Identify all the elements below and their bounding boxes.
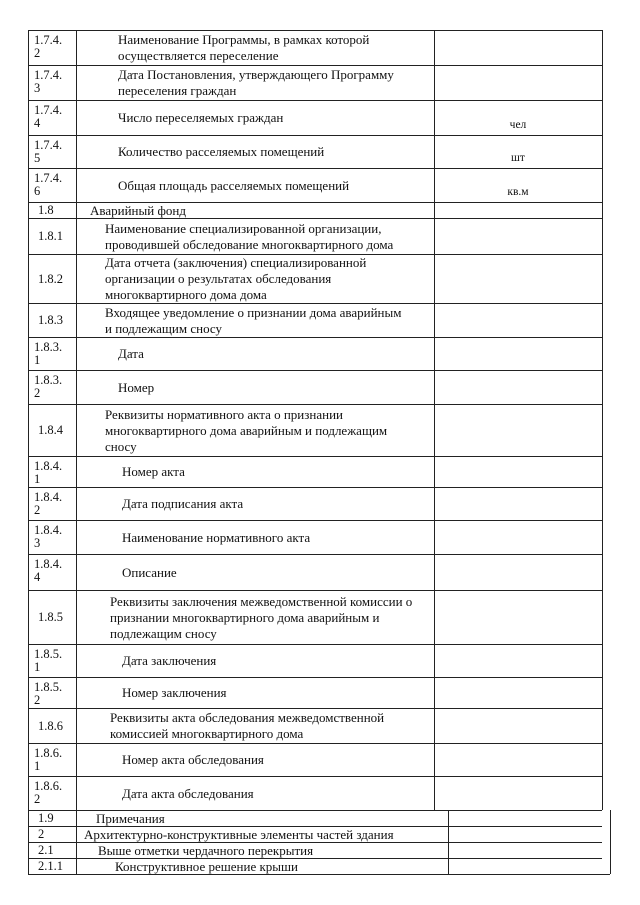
- row-value: [434, 203, 602, 218]
- row-label: Реквизиты заключения межведомственной комиссии о признании многоквартирного дома аварийным и подлежащим сносу: [110, 593, 413, 641]
- row-label: Реквизиты акта обследования межведомственной комиссией многоквартирного дома: [110, 710, 385, 741]
- row-label: Конструктивное решение крыши: [115, 859, 298, 874]
- row-number: 1.8.5. 1: [34, 647, 63, 674]
- row-value: [434, 811, 602, 826]
- row-number: 1.8.6. 1: [34, 746, 63, 773]
- row-number: 2: [38, 827, 45, 841]
- row-value: [434, 678, 602, 708]
- row-label: Число переселяемых граждан: [118, 110, 284, 125]
- row-number: 1.8.4. 1: [34, 459, 63, 486]
- table-right-border-lower: [610, 810, 611, 874]
- table-row: [28, 254, 602, 303]
- row-number: 1.8: [38, 203, 54, 217]
- row-value: [434, 859, 602, 874]
- row-number: 1.8.6. 2: [34, 779, 63, 806]
- row-value: [434, 709, 602, 743]
- row-value: [434, 304, 602, 337]
- number-column-divider: [76, 30, 77, 874]
- table-row: [28, 337, 602, 370]
- table-row: [28, 826, 602, 842]
- row-number: 1.7.4. 6: [34, 171, 63, 198]
- row-number: 1.8.5. 2: [34, 680, 63, 707]
- row-number: 1.7.4. 2: [34, 33, 63, 60]
- row-label: Дата акта обследования: [122, 785, 254, 801]
- table-row: [28, 842, 602, 858]
- table-row: [28, 743, 602, 776]
- row-label: Аварийный фонд: [90, 203, 186, 218]
- row-number: 1.8.4. 2: [34, 490, 63, 517]
- row-value: [434, 591, 602, 644]
- table-row: [28, 456, 602, 487]
- row-label: Наименование нормативного акта: [122, 529, 311, 545]
- row-number: 1.8.5: [38, 610, 63, 624]
- row-label: Наименование Программы, в рамках которой осуществляется переселение: [118, 32, 370, 63]
- row-value: [434, 555, 602, 590]
- row-number: 1.7.4. 5: [34, 138, 63, 165]
- row-number: 1.8.6: [38, 718, 63, 733]
- table-row: [28, 303, 602, 337]
- table-right-border: [602, 30, 603, 810]
- row-number: 1.8.4. 4: [34, 557, 63, 584]
- row-number: 1.8.3: [38, 313, 63, 327]
- row-value: [434, 405, 602, 456]
- table-row: [28, 202, 602, 218]
- table-bottom-border: [28, 874, 610, 875]
- row-label: Дата заключения: [122, 653, 217, 668]
- row-number: 1.8.3. 2: [34, 373, 63, 400]
- row-label: Номер: [118, 379, 155, 395]
- row-number: 1.8.4. 3: [34, 523, 63, 550]
- table-row: [28, 776, 602, 810]
- table-row: [28, 218, 602, 254]
- table-row: [28, 858, 602, 874]
- row-number: 1.7.4. 4: [34, 103, 63, 130]
- row-label: Дата подписания акта: [122, 496, 244, 511]
- table-row: [28, 135, 602, 168]
- row-number: 1.8.1: [38, 229, 63, 243]
- table-row: [28, 404, 602, 456]
- row-label: Наименование специализированной организации, проводившей обследование многоквартирного дома: [105, 220, 394, 252]
- row-number: 1.9: [38, 811, 54, 825]
- row-value: [434, 255, 602, 303]
- row-number: 1.8.3. 1: [34, 340, 63, 367]
- row-value: [434, 31, 602, 65]
- table-row: [28, 810, 602, 826]
- table-row: [28, 168, 602, 202]
- row-label: Дата Постановления, утверждающего Программу переселения граждан: [118, 67, 394, 98]
- row-value: [434, 827, 602, 842]
- row-value: [434, 338, 602, 370]
- row-label: Номер заключения: [122, 685, 227, 700]
- value-column-divider: [434, 30, 435, 810]
- row-label: Входящее уведомление о признании дома аварийным и подлежащим сносу: [105, 304, 402, 336]
- row-label: Общая площадь расселяемых помещений: [118, 177, 350, 193]
- row-value: [434, 521, 602, 554]
- table-row: [28, 30, 602, 65]
- table-row: [28, 487, 602, 520]
- row-value: чел: [509, 119, 527, 131]
- row-label: Дата: [118, 346, 144, 361]
- row-label: Описание: [122, 564, 177, 580]
- row-label: Реквизиты нормативного акта о признании многоквартирного дома аварийным и подлежащим сносу: [105, 406, 388, 454]
- row-value: [434, 457, 602, 487]
- table-row: [28, 370, 602, 404]
- row-value: [434, 371, 602, 404]
- row-number: 1.7.4. 3: [34, 68, 63, 95]
- table-row: [28, 677, 602, 708]
- table-row: [28, 554, 602, 590]
- row-number: 2.1: [38, 843, 54, 857]
- value-column-divider-lower: [448, 810, 449, 874]
- row-value: [434, 488, 602, 520]
- row-label: Примечания: [96, 811, 165, 826]
- table-left-border: [28, 30, 29, 874]
- row-value: [434, 219, 602, 254]
- row-label: Номер акта: [122, 464, 185, 479]
- table-row: [28, 65, 602, 100]
- row-label: Дата отчета (заключения) специализированной организации о результатах обследования многоквартирного дома дома: [105, 255, 367, 302]
- table-row: [28, 590, 602, 644]
- table-row: [28, 520, 602, 554]
- table-row: [28, 708, 602, 743]
- row-label: Количество расселяемых помещений: [118, 144, 325, 159]
- row-value: шт: [511, 152, 525, 164]
- row-value: [434, 843, 602, 858]
- row-number: 2.1.1: [38, 859, 63, 873]
- table-row: [28, 644, 602, 677]
- row-number: 1.8.4: [38, 423, 63, 437]
- row-label: Выше отметки чердачного перекрытия: [98, 843, 314, 858]
- row-label: Архитектурно-конструктивные элементы частей здания: [84, 827, 394, 842]
- row-value: [434, 66, 602, 100]
- row-number: 1.8.2: [38, 271, 63, 286]
- row-value: кв.м: [507, 186, 529, 198]
- row-value: [434, 744, 602, 776]
- row-value: [434, 645, 602, 677]
- row-label: Номер акта обследования: [122, 752, 264, 767]
- row-value: [434, 777, 602, 810]
- table-row: [28, 100, 602, 135]
